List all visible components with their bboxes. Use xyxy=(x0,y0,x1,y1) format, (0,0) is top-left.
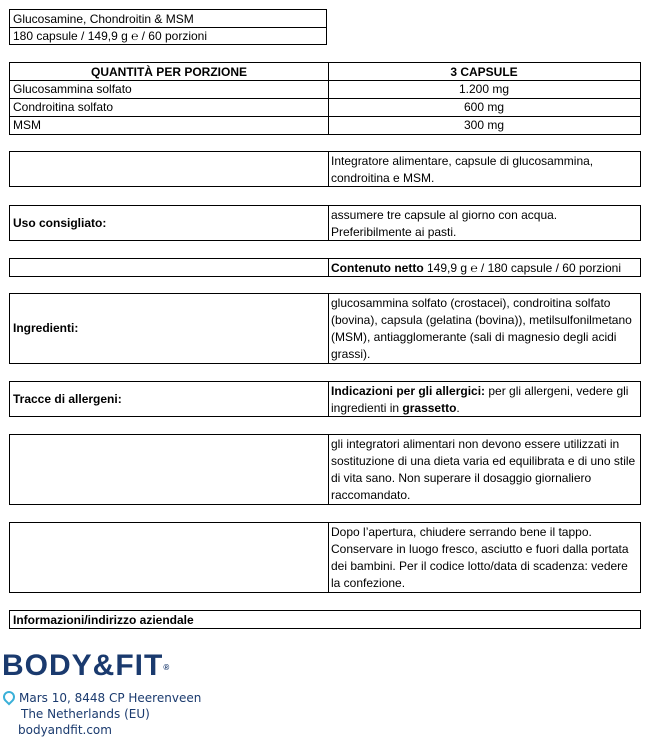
nutrition-table xyxy=(9,62,641,135)
warning-text: gli integratori alimentari non devono essere utilizzati in sostituzione di una dieta varia ed equilibrata e di uno stile di vita sano. Non superare il dosaggio giornaliero raccomandato. xyxy=(331,437,636,502)
product-box xyxy=(9,9,327,45)
storage-text: Dopo l’apertura, chiudere serrando bene il tappo. Conservare in luogo fresco, asciutto e fuori dalla portata dei bambini. Per il codice lotto/data di scadenza: vedere la confezione. xyxy=(331,525,629,590)
description-text: Integratore alimentare, capsule di glucosammina, condroitina e MSM. xyxy=(331,154,594,185)
storage-box xyxy=(9,522,641,593)
allergens-label: Tracce di allergeni: xyxy=(13,391,122,406)
allergens-bold-word: grassetto xyxy=(402,401,457,415)
nutrition-row-value: 600 mg xyxy=(463,100,505,114)
registered-mark: ® xyxy=(163,663,171,672)
ingredients-label: Ingredienti: xyxy=(13,321,79,335)
net-content-box xyxy=(9,258,641,277)
product-name: Glucosamine, Chondroitin & MSM xyxy=(13,12,194,26)
usage-text: assumere tre capsule al giorno con acqua. Preferibilmente ai pasti. xyxy=(331,208,558,239)
nutrition-row-value: 300 mg xyxy=(463,118,505,132)
ingredients-box xyxy=(9,293,641,364)
net-content-text xyxy=(328,259,640,278)
allergens-text xyxy=(328,382,640,418)
nutrition-header-amount: QUANTITÀ PER PORZIONE xyxy=(90,65,247,79)
address-line-1 xyxy=(2,690,201,706)
net-content-label: Contenuto netto xyxy=(331,261,424,275)
company-box xyxy=(9,610,641,629)
product-size: 180 capsule / 149,9 g ℮ / 60 porzioni xyxy=(13,29,207,43)
net-content-value: 149,9 g ℮ / 180 capsule / 60 porzioni xyxy=(423,261,621,275)
description-box xyxy=(9,151,641,187)
company-label: Informazioni/indirizzo aziendale xyxy=(13,613,194,627)
website-link[interactable]: bodyandfit.com xyxy=(18,723,112,737)
address-street: Mars 10, 8448 CP Heerenveen xyxy=(19,691,202,705)
nutrition-row-value: 1.200 mg xyxy=(458,82,510,96)
allergens-text-after: . xyxy=(456,401,460,415)
nutrition-header-serving: 3 CAPSULE xyxy=(450,65,518,79)
nutrition-row-name: Glucosammina solfato xyxy=(13,82,132,96)
nutrition-row-name: MSM xyxy=(13,118,41,132)
description-label xyxy=(10,152,16,154)
allergens-text-before: per gli allergeni, vedere gli ingredienti in xyxy=(331,384,629,415)
usage-label: Uso consigliato: xyxy=(13,215,107,230)
usage-box xyxy=(9,205,641,241)
brand-logo-text: BODY&FIT xyxy=(2,649,164,682)
address-country: The Netherlands (EU) xyxy=(21,707,150,721)
warning-box xyxy=(9,434,641,505)
map-pin-icon xyxy=(1,689,18,706)
brand-logo xyxy=(2,648,170,684)
allergens-heading: Indicazioni per gli allergici: xyxy=(331,384,486,398)
nutrition-row-name: Condroitina solfato xyxy=(13,100,114,114)
allergens-box xyxy=(9,381,641,417)
ingredients-text: glucosammina solfato (crostacei), condroitina solfato (bovina), capsula (gelatina (bovina)), metilsulfonilmetano (MSM), antiagglomerante (sali di magnesio degli acidi grassi). xyxy=(331,296,632,361)
